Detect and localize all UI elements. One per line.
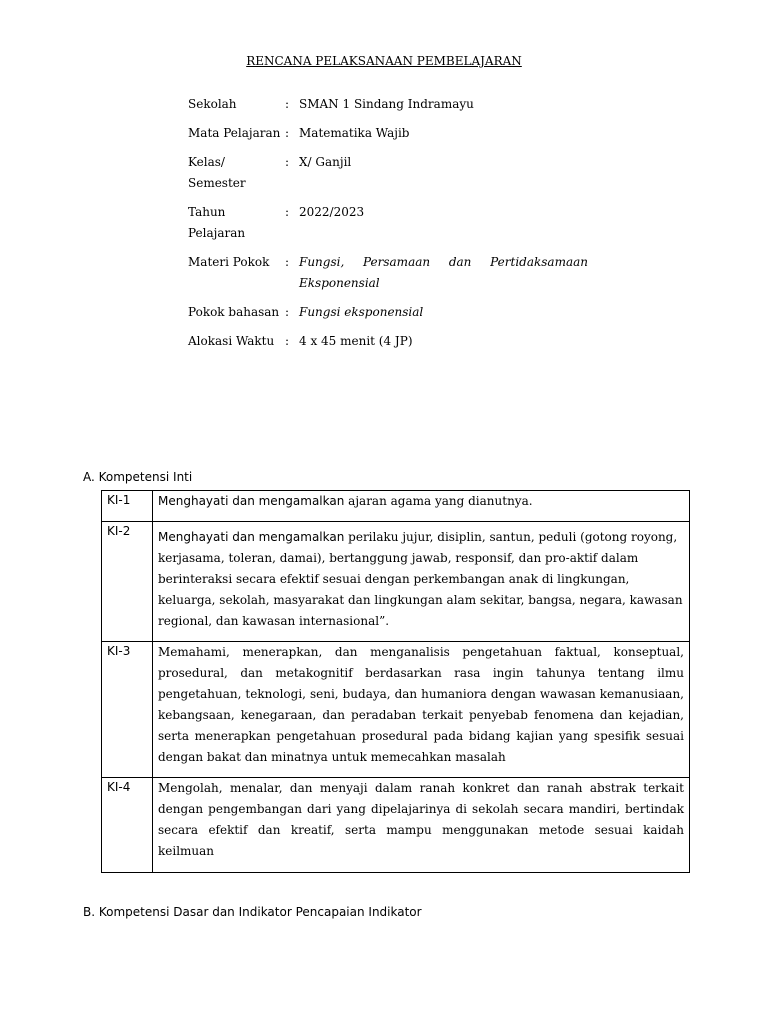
info-label: Tahun Pelajaran — [188, 205, 246, 240]
info-label: Kelas/ Semester — [188, 155, 246, 190]
ki-code: KI-1 — [102, 491, 153, 522]
info-row-pokok-bahasan — [188, 302, 588, 323]
info-row-alokasi-waktu — [188, 331, 588, 352]
kompetensi-inti-table — [101, 490, 690, 873]
info-colon: : — [285, 97, 290, 111]
info-value: 4 x 45 menit (4 JP) — [299, 334, 413, 348]
ki-text: ajaran agama yang dianutnya. — [344, 494, 533, 508]
info-row-mata-pelajaran — [188, 123, 588, 144]
info-colon: : — [285, 205, 290, 219]
info-colon: : — [285, 255, 290, 269]
ki-code: KI-4 — [102, 778, 153, 873]
ki-lead: Menghayati dan mengamalkan — [158, 530, 345, 544]
table-row — [102, 491, 690, 522]
info-row-materi-pokok — [188, 252, 588, 294]
table-row — [102, 642, 690, 778]
info-value: 2022/2023 — [299, 205, 365, 219]
info-block — [188, 94, 588, 360]
info-row-sekolah — [188, 94, 588, 115]
table-row — [102, 522, 690, 642]
info-value: Fungsi, Persamaan dan Pertidaksamaan Eksponensial — [299, 255, 588, 290]
info-value: Fungsi eksponensial — [299, 305, 424, 319]
info-value: SMAN 1 Sindang Indramayu — [299, 97, 474, 111]
ki-description — [153, 491, 690, 522]
info-label: Alokasi Waktu — [188, 334, 275, 348]
document-title: RENCANA PELAKSANAAN PEMBELAJARAN — [246, 54, 522, 68]
info-label: Materi Pokok — [188, 255, 270, 269]
info-label: Pokok bahasan — [188, 305, 280, 319]
ki-text: perilaku jujur, disiplin, santun, peduli (gotong royong, kerjasama, toleran, damai), bertanggung jawab, responsif, dan pro-aktif dalam berinteraksi secara efektif sesuai dengan perkembangan anak di lingkungan, keluarga, sekolah, masyarakat dan lingkungan alam sekitar, bangsa, negara, kawasan regional, dan kawasan internasional”. — [158, 530, 683, 628]
section-heading-kompetensi-inti: A. Kompetensi Inti — [83, 470, 193, 484]
ki-text: Mengolah, menalar, dan menyaji dalam ranah konkret dan ranah abstrak terkait dengan pengembangan dari yang dipelajarinya di sekolah secara mandiri, bertindak secara efektif dan kreatif, serta mampu menggunakan metode sesuai kaidah keilmuan — [158, 781, 684, 858]
info-row-kelas-semester — [188, 152, 588, 194]
ki-code: KI-3 — [102, 642, 153, 778]
ki-description — [153, 522, 690, 642]
ki-description — [153, 778, 690, 873]
info-value: Matematika Wajib — [299, 126, 410, 140]
info-colon: : — [285, 126, 290, 140]
info-label: Sekolah — [188, 97, 237, 111]
info-value: X/ Ganjil — [299, 155, 352, 169]
info-colon: : — [285, 334, 290, 348]
table-row — [102, 778, 690, 873]
ki-code: KI-2 — [102, 522, 153, 642]
info-colon: : — [285, 305, 290, 319]
ki-lead: Menghayati dan mengamalkan — [158, 494, 345, 508]
info-row-tahun-pelajaran — [188, 202, 588, 244]
info-colon: : — [285, 155, 290, 169]
ki-text: Memahami, menerapkan, dan menganalisis pengetahuan faktual, konseptual, prosedural, dan metakognitif berdasarkan rasa ingin tahunya tentang ilmu pengetahuan, teknologi, seni, budaya, dan humaniora dengan wawasan kemanusiaan, kebangsaan, kenegaraan, dan peradaban terkait penyebab fenomena dan kejadian, serta menerapkan pengetahuan prosedural pada bidang kajian yang spesifik sesuai dengan bakat dan minatnya untuk memecahkan masalah — [158, 645, 684, 764]
section-heading-kompetensi-dasar: B. Kompetensi Dasar dan Indikator Pencapaian Indikator — [83, 905, 422, 919]
info-label: Mata Pelajaran — [188, 126, 281, 140]
ki-description — [153, 642, 690, 778]
